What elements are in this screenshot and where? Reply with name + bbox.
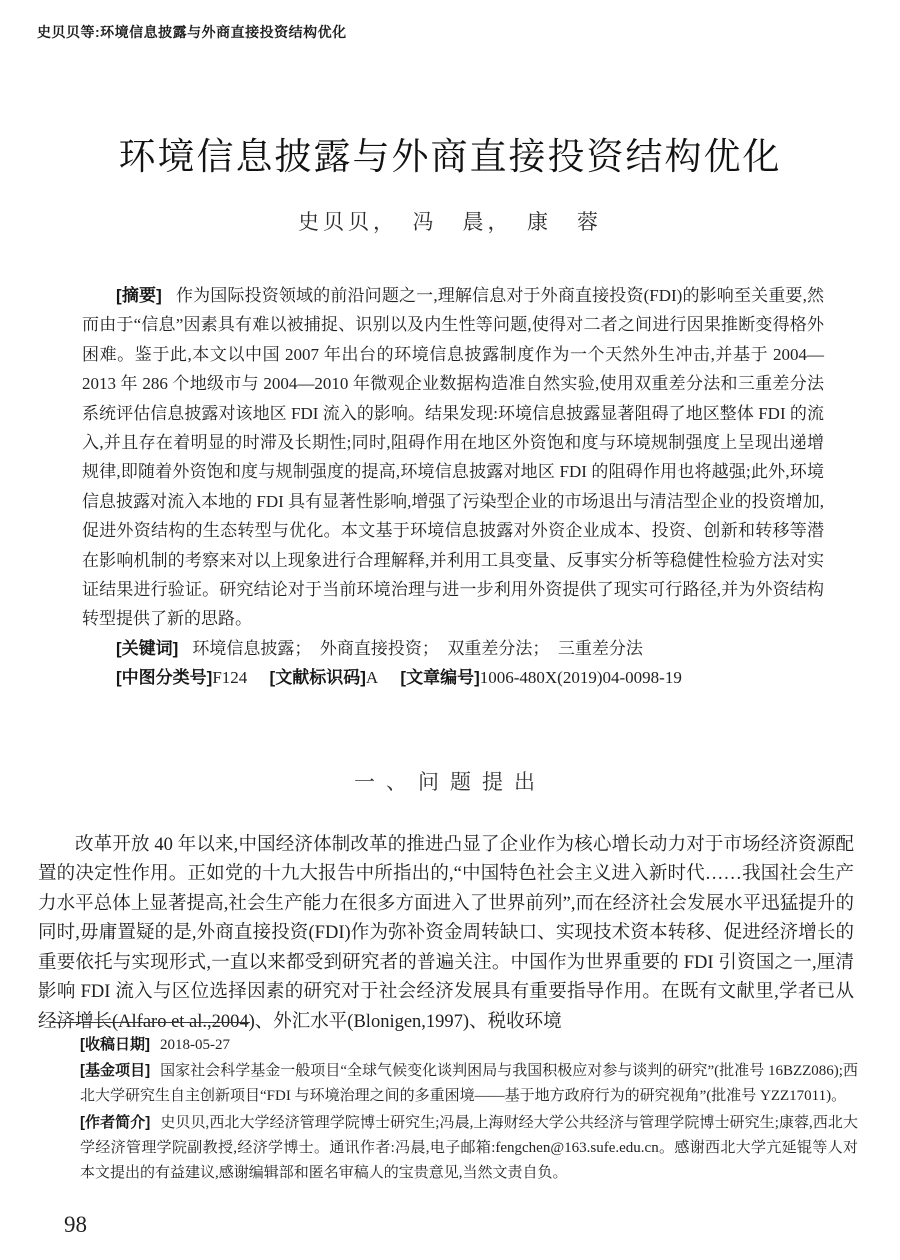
article-id-value: 1006-480X(2019)04-0098-19 bbox=[479, 668, 682, 688]
front-matter bbox=[82, 281, 824, 693]
abstract-paragraph bbox=[82, 281, 824, 634]
doc-code-value: A bbox=[365, 668, 379, 688]
received-date-line bbox=[80, 1032, 858, 1058]
article-id-label: [文章编号] bbox=[400, 668, 480, 688]
keywords-line bbox=[82, 634, 824, 663]
clc-item bbox=[116, 668, 247, 687]
author-bio-label: [作者简介] bbox=[80, 1113, 151, 1131]
footnote-divider bbox=[50, 1022, 250, 1023]
classification-line bbox=[82, 663, 824, 692]
keywords-text: 环境信息披露； 外商直接投资； 双重差分法； 三重差分法 bbox=[192, 638, 643, 658]
article-authors: 史贝贝， 冯 晨， 康 蓉 bbox=[298, 210, 602, 234]
abstract-label: [摘要] bbox=[116, 286, 162, 305]
section-heading: 一、问题提出 bbox=[354, 770, 546, 794]
article-id-item bbox=[400, 668, 681, 687]
fund-label: [基金项目] bbox=[80, 1062, 151, 1080]
page-number: 98 bbox=[64, 1212, 87, 1237]
body-paragraph: 改革开放 40 年以来,中国经济体制改革的推进凸显了企业作为核心增长动力对于市场经济资源配置的决定性作用。正如党的十九大报告中所指出的,“中国特色社会主义进入新时代……我国社会生产力水平总体上显著提高,社会生产能力在很多方面进入了世界前列”,而在经济社会发展水平迅猛提升的同时,毋庸置疑的是,外商直接投资(FDI)作为弥补资金周转缺口、实现技术资本转移、促进经济增长的重要依托与实现形式,一直以来都受到研究者的普遍关注。中国作为世界重要的 FDI 引资国之一,厘清影响 FDI 流入与区位选择因素的研究对于社会经济发展具有重要指导作用。在既有文献里,学者已从经济增长(Alfaro et al.,2004)、外汇水平(Blonigen,1997)、税收环境 bbox=[38, 834, 854, 1033]
received-date-value: 2018-05-27 bbox=[160, 1037, 230, 1053]
page-title: 环境信息披露与外商直接投资结构优化 bbox=[118, 137, 782, 178]
doc-code-label: [文献标识码] bbox=[269, 668, 366, 688]
received-date-label: [收稿日期] bbox=[80, 1036, 150, 1053]
clc-value: F124 bbox=[212, 668, 248, 688]
clc-label: [中图分类号] bbox=[116, 668, 213, 688]
author-bio-line bbox=[80, 1110, 858, 1187]
author-bio-text: 史贝贝,西北大学经济管理学院博士研究生;冯晨,上海财经大学公共经济与管理学院博士研究生;康蓉,西北大学经济管理学院副教授,经济学博士。通讯作者:冯晨,电子邮箱:fengchen@163.sufe.edu.cn。感谢西北大学亢延锟等人对本文提出的有益建议,感谢编辑部和匿名审稿人的宝贵意见,当然文责自负。 bbox=[80, 1114, 858, 1182]
keywords-label: [关键词] bbox=[116, 638, 179, 658]
fund-text: 国家社会科学基金一般项目“全球气候变化谈判困局与我国积极应对参与谈判的研究”(批准号 16BZZ086);西北大学研究生自主创新项目“FDI 与环境治理之间的多重困境——基于地方政府行为的研究视角”(批准号 YZZ17011)。 bbox=[80, 1063, 858, 1105]
abstract-text: 作为国际投资领域的前沿问题之一,理解信息对于外商直接投资(FDI)的影响至关重要,然而由于“信息”因素具有难以被捕捉、识别以及内生性等问题,使得对二者之间进行因果推断变得格外困难。鉴于此,本文以中国 2007 年出台的环境信息披露制度作为一个天然外生冲击,并基于 2004—2013 年 286 个地级市与 2004—2010 年微观企业数据构造准自然实验,使用双重差分法和三重差分法系统评估信息披露对该地区 FDI 流入的影响。结果发现:环境信息披露显著阻碍了地区整体 FDI 的流入,并且存在着明显的时滞及长期性;同时,阻碍作用在地区外资饱和度与环境规制强度上呈现出递增规律,即随着外资饱和度与规制强度的提高,环境信息披露对地区 FDI 的阻碍作用也将越强;此外,环境信息披露对流入本地的 FDI 具有显著性影响,增强了污染型企业的市场退出与清洁型企业的投资增加,促进外资结构的生态转型与优化。本文基于环境信息披露对外资企业成本、投资、创新和转移等潜在影响机制的考察来对以上现象进行合理解释,并利用工具变量、反事实分析等稳健性检验方法对实证结果进行验证。研究结论对于当前环境治理与进一步利用外资提供了现实可行路径,并为外资结构转型提供了新的思路。 bbox=[82, 286, 824, 629]
doc-code-item bbox=[270, 668, 379, 687]
running-head: 史贝贝等:环境信息披露与外商直接投资结构优化 bbox=[37, 24, 347, 40]
footnotes bbox=[80, 1032, 858, 1186]
fund-line bbox=[80, 1058, 858, 1109]
